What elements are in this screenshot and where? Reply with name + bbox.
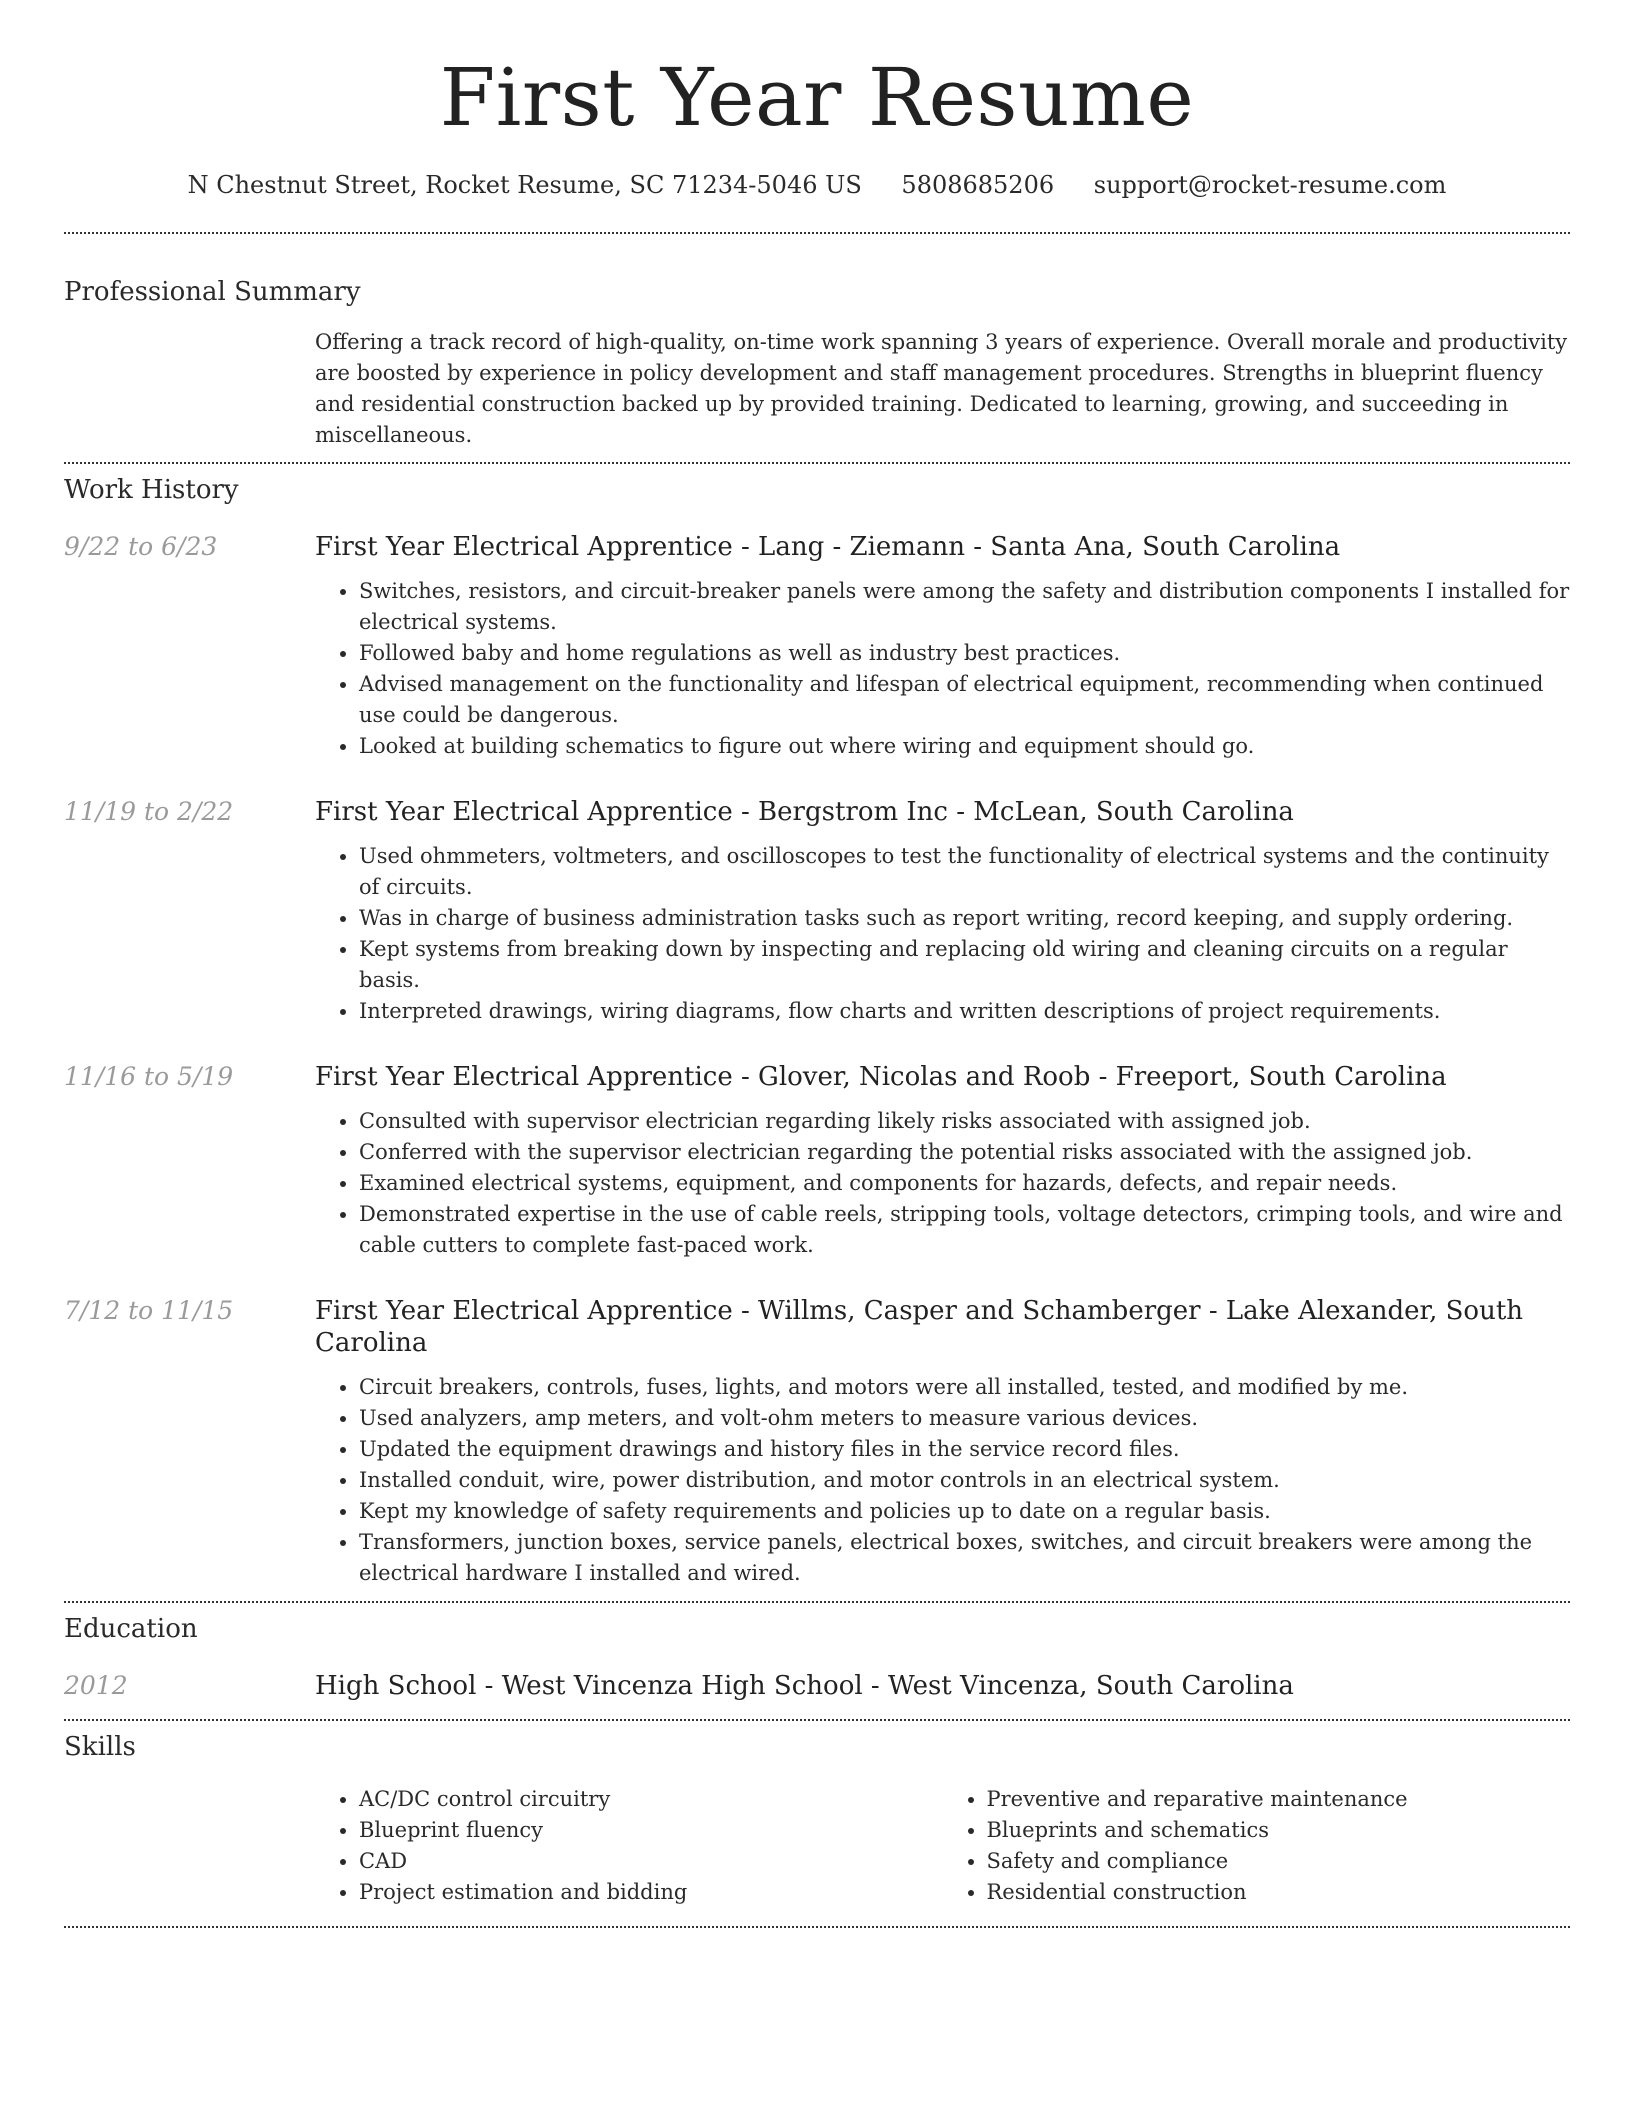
divider xyxy=(64,232,1570,234)
section-title-work-history: Work History xyxy=(64,475,239,505)
contact-address: N Chestnut Street, Rocket Resume, SC 71234-5046 US xyxy=(187,171,862,199)
job-entry xyxy=(64,1061,1570,1261)
job-body xyxy=(315,796,1570,1027)
education-heading: High School - West Vincenza High School - West Vincenza, South Carolina xyxy=(315,1671,1294,1701)
job-bullet: • Demonstrated expertise in the use of cable reels, stripping tools, voltage detectors, crimping tools, and wire and cable cutters to complete fast-paced work. xyxy=(359,1199,1570,1261)
skill-item: • Blueprint fluency xyxy=(359,1815,943,1846)
job-heading: First Year Electrical Apprentice - Bergstrom Inc - McLean, South Carolina xyxy=(315,797,1294,827)
job-heading: First Year Electrical Apprentice - Lang - Ziemann - Santa Ana, South Carolina xyxy=(315,532,1341,562)
job-bullet: • Installed conduit, wire, power distribution, and motor controls in an electrical system. xyxy=(359,1465,1570,1496)
skill-item: • Project estimation and bidding xyxy=(359,1877,943,1908)
job-bullet: • Kept systems from breaking down by inspecting and replacing old wiring and cleaning circuits on a regular basis. xyxy=(359,934,1570,996)
job-bullet: • Switches, resistors, and circuit-breaker panels were among the safety and distribution components I installed for electrical systems. xyxy=(359,576,1570,638)
job-bullet: • Circuit breakers, controls, fuses, lights, and motors were all installed, tested, and modified by me. xyxy=(359,1372,1570,1403)
job-bullet: • Updated the equipment drawings and history files in the service record files. xyxy=(359,1434,1570,1465)
job-bullet: • Transformers, junction boxes, service panels, electrical boxes, switches, and circuit breakers were among the electrical hardware I installed and wired. xyxy=(359,1527,1570,1589)
skill-item: • Preventive and reparative maintenance xyxy=(987,1784,1571,1815)
section-title-education: Education xyxy=(64,1614,198,1644)
divider xyxy=(64,1926,1570,1928)
job-bullet: • Looked at building schematics to figure out where wiring and equipment should go. xyxy=(359,731,1570,762)
job-dates: 7/12 to 11/15 xyxy=(64,1296,234,1325)
job-bullet: • Was in charge of business administration tasks such as report writing, record keeping, and supply ordering. xyxy=(359,903,1570,934)
job-bullet: • Examined electrical systems, equipment, and components for hazards, defects, and repair needs. xyxy=(359,1168,1570,1199)
divider xyxy=(64,1601,1570,1603)
skill-item: • AC/DC control circuitry xyxy=(359,1784,943,1815)
job-bullet: • Kept my knowledge of safety requirements and policies up to date on a regular basis. xyxy=(359,1496,1570,1527)
skill-item: • Safety and compliance xyxy=(987,1846,1571,1877)
job-entry xyxy=(64,531,1570,762)
contact-phone: 5808685206 xyxy=(901,171,1055,199)
skills-columns xyxy=(315,1784,1570,1908)
job-body xyxy=(315,531,1570,762)
education-entry xyxy=(64,1670,1570,1702)
job-bullet: • Followed baby and home regulations as well as industry best practices. xyxy=(359,638,1570,669)
job-bullet: • Interpreted drawings, wiring diagrams, flow charts and written descriptions of project requirements. xyxy=(359,996,1570,1027)
education-dates: 2012 xyxy=(64,1671,128,1700)
job-dates: 11/19 to 2/22 xyxy=(64,797,234,826)
job-entry xyxy=(64,796,1570,1027)
job-bullets xyxy=(315,576,1570,762)
job-bullet: • Advised management on the functionality and lifespan of electrical equipment, recommending when continued use could be dangerous. xyxy=(359,669,1570,731)
divider xyxy=(64,462,1570,464)
job-heading: First Year Electrical Apprentice - Willms, Casper and Schamberger - Lake Alexander, South Carolina xyxy=(315,1296,1524,1358)
job-body xyxy=(315,1061,1570,1261)
summary-text: Offering a track record of high-quality, on-time work spanning 3 years of experience. Overall morale and productivity are boosted by experience in policy development and staff management procedures. Strengths in blueprint fluency and residential construction backed up by provided training. Dedicated to learning, growing, and succeeding in miscellaneous. xyxy=(315,330,1568,447)
job-heading: First Year Electrical Apprentice - Glover, Nicolas and Roob - Freeport, South Carolina xyxy=(315,1062,1447,1092)
job-dates: 11/16 to 5/19 xyxy=(64,1062,234,1091)
job-entry xyxy=(64,1295,1570,1589)
job-bullet: • Conferred with the supervisor electrician regarding the potential risks associated with the assigned job. xyxy=(359,1137,1570,1168)
job-bullets xyxy=(315,1372,1570,1589)
contact-line xyxy=(64,171,1570,199)
skills-list-left xyxy=(315,1784,943,1908)
resume-page xyxy=(64,0,1570,1928)
job-dates: 9/22 to 6/23 xyxy=(64,532,218,561)
job-bullet: • Used ohmmeters, voltmeters, and oscilloscopes to test the functionality of electrical systems and the continuity of circuits. xyxy=(359,841,1570,903)
job-bullets xyxy=(315,1106,1570,1261)
job-bullet: • Used analyzers, amp meters, and volt-ohm meters to measure various devices. xyxy=(359,1403,1570,1434)
skill-item: • Residential construction xyxy=(987,1877,1571,1908)
work-history-section xyxy=(64,475,1570,1589)
summary-section xyxy=(64,277,1570,451)
skill-item: • CAD xyxy=(359,1846,943,1877)
skills-section xyxy=(64,1732,1570,1908)
job-body xyxy=(315,1295,1570,1589)
job-bullet: • Consulted with supervisor electrician regarding likely risks associated with assigned job. xyxy=(359,1106,1570,1137)
skill-item: • Blueprints and schematics xyxy=(987,1815,1571,1846)
section-title-summary: Professional Summary xyxy=(64,277,361,307)
education-body xyxy=(315,1670,1570,1702)
skills-list-right xyxy=(943,1784,1571,1908)
section-title-skills: Skills xyxy=(64,1732,136,1762)
education-section xyxy=(64,1614,1570,1702)
job-bullets xyxy=(315,841,1570,1027)
divider xyxy=(64,1719,1570,1721)
contact-email: support@rocket-resume.com xyxy=(1093,171,1447,199)
resume-name: First Year Resume xyxy=(439,51,1195,144)
